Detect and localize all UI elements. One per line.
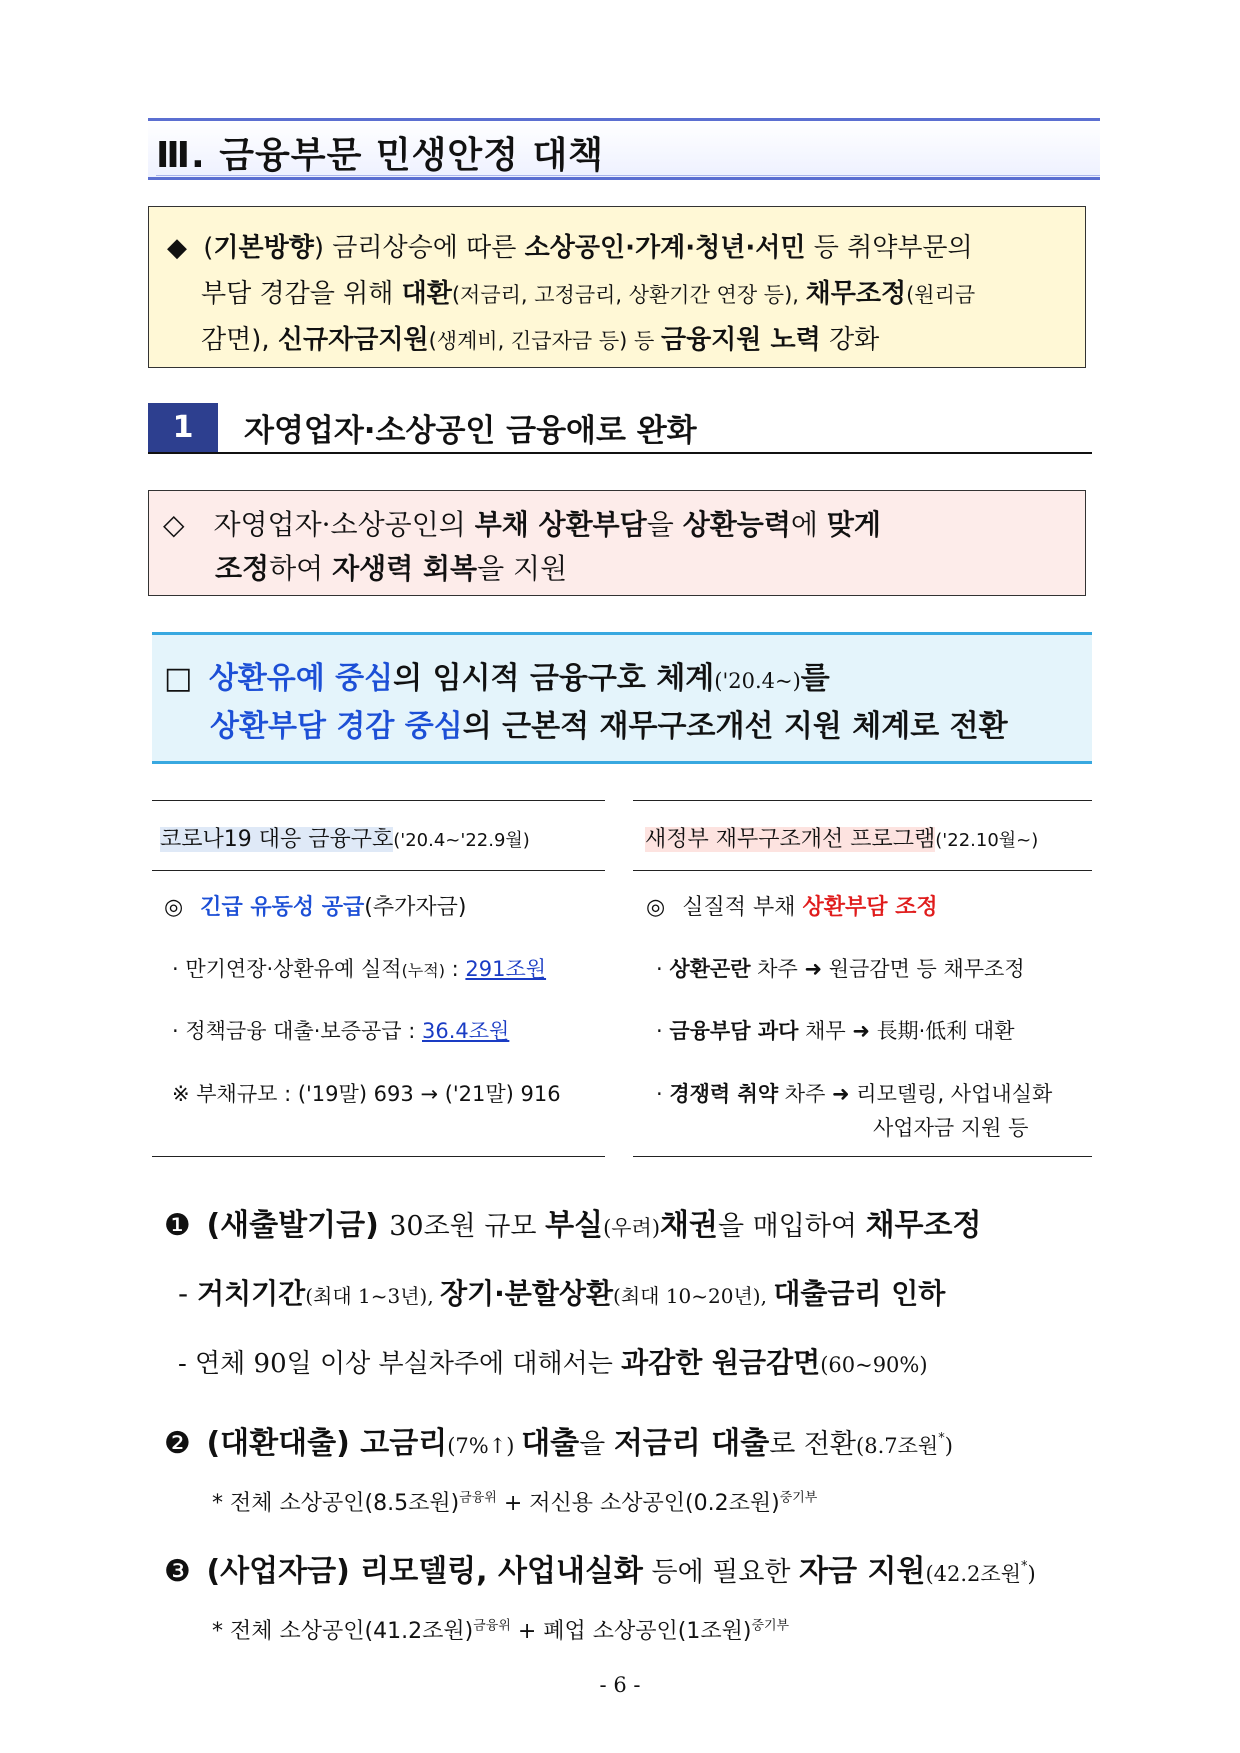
left-col-top-rule [152, 800, 605, 801]
transition-line-2: 상환부담 경감 중심의 근본적 재무구조개선 지원 체계로 전환 [210, 709, 1008, 744]
transition-line-1: □ 상환유예 중심의 임시적 금융구호 체계('20.4~)를 [164, 661, 830, 696]
basic-direction-box [148, 206, 1086, 368]
section-title-bar [148, 118, 1100, 180]
hollow-diamond-icon: ◇ [163, 508, 185, 541]
left-col-item-1: · 만기연장·상환유예 실적(누적) : 291조원 [172, 957, 547, 981]
measure-2: ❷ (대환대출) 고금리(7%↑) 대출을 저금리 대출로 전환(8.7조원*) [164, 1426, 953, 1461]
right-col-subheading: ◎ 실질적 부채 상환부담 조정 [646, 895, 938, 920]
transition-box [152, 632, 1092, 764]
measure-3-note: * 전체 소상공인(41.2조원)$^{금융위}$ + 폐업 소상공인(1조원)$^{중기부}$ [212, 1618, 790, 1644]
subsection-title: 자영업자·소상공인 금융애로 완화 [244, 413, 697, 449]
number-3-icon: ❸ [164, 1554, 191, 1589]
summary-line-1: ◇ 자영업자·소상공인의 부채 상환부담을 상환능력에 맞게 [163, 508, 881, 541]
right-col-item-1: · 상환곤란 차주 ➜ 원금감면 등 채무조정 [656, 957, 1025, 981]
left-col-head-rule [152, 870, 605, 871]
right-col-bottom-rule [633, 1156, 1092, 1157]
basic-line-2: 부담 경감을 위해 대환(저금리, 고정금리, 상환기간 연장 등), 채무조정(원리금 [201, 279, 976, 309]
left-col-subheading: ◎ 긴급 유동성 공급(추가자금) [164, 895, 467, 920]
number-1-icon: ❶ [164, 1208, 191, 1243]
basic-line-1: ◆ (기본방향) 금리상승에 따른 소상공인·가계·청년·서민 등 취약부문의 [167, 233, 973, 263]
left-col-heading: 코로나19 대응 금융구호('20.4~'22.9월) [160, 827, 530, 852]
left-col-bottom-rule [152, 1156, 605, 1157]
number-2-icon: ❷ [164, 1426, 191, 1461]
measure-1-detail-1: - 거치기간(최대 1~3년), 장기·분할상환(최대 10~20년), 대출금리 인하 [178, 1277, 946, 1310]
double-circle-icon: ◎ [164, 895, 184, 920]
measure-1: ❶ (새출발기금) 30조원 규모 부실(우려)채권을 매입하여 채무조정 [164, 1208, 982, 1243]
right-col-head-rule [633, 870, 1092, 871]
measure-3: ❸ (사업자금) 리모델링, 사업내실화 등에 필요한 자금 지원(42.2조원*) [164, 1554, 1036, 1589]
title-underline [156, 175, 1100, 176]
measure-1-detail-2: - 연체 90일 이상 부실차주에 대해서는 과감한 원금감면(60~90%) [178, 1346, 928, 1379]
right-col-item-3: · 경쟁력 취약 차주 ➜ 리모델링, 사업내실화 [656, 1082, 1053, 1106]
right-col-top-rule [633, 800, 1092, 801]
right-col-item-3-cont: 사업자금 지원 등 [873, 1116, 1029, 1140]
summary-line-2: 조정하여 자생력 회복을 지원 [215, 552, 568, 585]
diamond-bullet-icon: ◆ [167, 233, 187, 263]
measure-2-note: * 전체 소상공인(8.5조원)$^{금융위}$ + 저신용 소상공인(0.2조원)$^{중기부}$ [212, 1490, 818, 1516]
subsection-rule [148, 452, 1092, 454]
left-col-item-2: · 정책금융 대출·보증공급 : 36.4조원 [172, 1019, 510, 1043]
right-col-heading: 새정부 재무구조개선 프로그램('22.10월~) [645, 827, 1039, 852]
subsection-number: 1 [148, 403, 218, 453]
double-circle-icon: ◎ [646, 895, 666, 920]
basic-line-3: 감면), 신규자금지원(생계비, 긴급자금 등) 등 금융지원 노력 강화 [201, 325, 880, 355]
square-bullet-icon: □ [164, 661, 193, 696]
page-number: - 6 - [599, 1673, 641, 1697]
summary-box [148, 490, 1086, 596]
right-col-item-2: · 금융부담 과다 채무 ➜ 長期·低利 대환 [656, 1019, 1015, 1043]
section-title: Ⅲ. 금융부문 민생안정 대책 [156, 135, 605, 176]
left-col-note: ※ 부채규모 : ('19말) 693 → ('21말) 916 [172, 1082, 561, 1106]
